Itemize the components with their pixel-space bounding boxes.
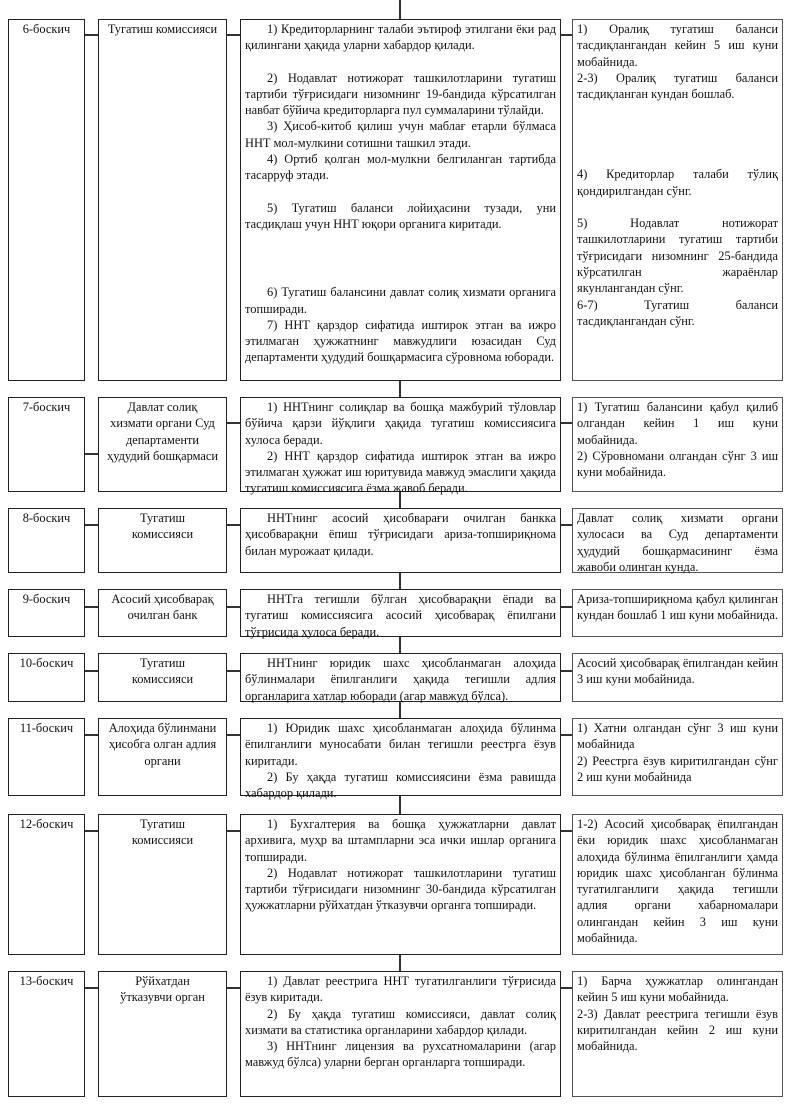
- action-item: 1) ННТнинг солиқлар ва бошқа мажбурий тўловлар бўйича қарзи йўқлиги ҳақида тугатиш комиссиясига хулоса беради.: [245, 400, 556, 447]
- spacer: [577, 102, 778, 166]
- connector: [227, 606, 240, 608]
- stage-actor: Давлат солиқ хизмати органи Суд департаменти ҳудудий бошқармаси: [98, 397, 227, 492]
- stage-actions: [240, 971, 561, 1097]
- action-item: ННТнинг асосий ҳисобварағи очилган банкка ҳисобварақни ёпиш тўғрисидаги ариза-топшириқнома билан мурожаат қилади.: [245, 511, 556, 558]
- stage-label: 10-боскич: [8, 653, 85, 702]
- action-item: 1) Юридик шахс ҳисобланмаган алоҳида бўлинма ёпилганлиги муносабати билан тегишли реестрга ёзув киритади.: [245, 721, 556, 768]
- stage-deadlines: [572, 718, 783, 796]
- action-item: 1) Бухгалтерия ва бошқа ҳужжатларни давлат архивига, муҳр ва штампларни эса ички ишлар органига топширади.: [245, 817, 556, 864]
- stage-actions: [240, 589, 561, 637]
- stage-actor: Тугатиш комиссияси: [98, 653, 227, 702]
- action-item: 2) Нодавлат нотижорат ташкилотларини тугатиш тартиби тўғрисидаги низомнинг 19-бандида кўрсатилган навбат бўйича кредиторларга пул суммаларини тўлайди.: [245, 70, 556, 118]
- action-item: 3) Ҳисоб-китоб қилиш учун маблағ етарли бўлмаса ННТ мол-мулкини сотишни ташкил этади.: [245, 119, 556, 150]
- connector: [561, 670, 572, 672]
- connector-top: [399, 0, 401, 19]
- connector: [85, 453, 98, 455]
- stage-actions: [240, 653, 561, 702]
- stage-actor: Тугатиш комиссияси: [98, 508, 227, 573]
- deadline-item: 4) Кредиторлар талаби тўлиқ қондирилгандан сўнг.: [577, 167, 778, 198]
- connector: [561, 524, 572, 526]
- deadline-item: Ариза-топшириқнома қабул қилинган кундан бошлаб 1 иш куни мобайнида.: [577, 592, 778, 623]
- stage-actions: [240, 814, 561, 955]
- spacer: [577, 199, 778, 215]
- deadline-item: 2) Реестрга ёзув киритилгандан сўнг 2 иш куни мобайнида: [577, 753, 778, 784]
- deadline-item: 1-2) Асосий ҳисобварақ ёпилгандан ёки юридик шахс ҳисобланмаган алоҳида бўлинма ёпилганлиги ҳамда юридик шахс ҳисобланган бўлинма тугатилганлиги ҳақида тегишли адлия органи хабарномалари олингандан кейин 3 иш куни мобайнида.: [577, 817, 778, 946]
- action-item: 1) Давлат реестрига ННТ тугатилганлиги тўғрисида ёзув киритади.: [245, 974, 556, 1005]
- connector-10-11: [399, 702, 401, 718]
- connector: [227, 670, 240, 672]
- connector: [227, 422, 240, 424]
- stage-deadlines: [572, 971, 783, 1097]
- action-item: 2) Бу ҳақда тугатиш комиссиясини ёзма равишда хабардор қилади.: [245, 769, 556, 801]
- stage-deadlines: [572, 508, 783, 573]
- stage-actor: Асосий ҳисобварақ очилган банк: [98, 589, 227, 637]
- stage-actor: Тугатиш комиссияси: [98, 19, 227, 381]
- connector: [561, 830, 572, 832]
- action-item: 2) ННТ қарздор сифатида иштирок этган ва ижро этилмаган ҳужжат иш юритувида мавжуд эмаслиги ҳақида тугатиш комиссиясига ёзма жавоб беради.: [245, 448, 556, 496]
- deadline-item: 1) Хатни олгандан сўнг 3 иш куни мобайнида: [577, 721, 778, 752]
- stage-label: 11-боскич: [8, 718, 85, 796]
- stage-label: 13-боскич: [8, 971, 85, 1097]
- stage-actions: [240, 19, 561, 381]
- deadline-item: 1) Барча ҳужжатлар олингандан кейин 5 иш куни мобайнида.: [577, 974, 778, 1005]
- deadline-item: 2) Сўровномани олгандан сўнг 3 иш куни мобайнида.: [577, 448, 778, 480]
- stage-deadlines: [572, 589, 783, 637]
- deadline-item: 6-7) Тугатиш баланси тасдиқлангандан сўнг.: [577, 297, 778, 328]
- stage-deadlines: [572, 814, 783, 955]
- connector: [85, 34, 98, 36]
- deadline-item: 1) Тугатиш балансини қабул қилиб олгандан кейин 1 иш куни мобайнида.: [577, 400, 778, 447]
- stage-label: 7-боскич: [8, 397, 85, 492]
- spacer: [245, 184, 556, 200]
- connector: [227, 34, 240, 36]
- connector: [85, 606, 98, 608]
- stage-actor: Алоҳида бўлинмани ҳисобга олган адлия органи: [98, 718, 227, 796]
- stage-deadlines: [572, 653, 783, 702]
- stage-label: 6-боскич: [8, 19, 85, 381]
- deadline-item: 2-3) Давлат реестрига тегишли ёзув киритилгандан кейин 2 иш куни мобайнида.: [577, 1006, 778, 1054]
- connector: [85, 524, 98, 526]
- connector: [227, 734, 240, 736]
- connector-6-7: [399, 381, 401, 397]
- action-item: 4) Ортиб қолган мол-мулкни белгиланган тартибда тасарруф этади.: [245, 152, 556, 183]
- stage-deadlines: [572, 397, 783, 492]
- action-item: 7) ННТ қарздор сифатида иштирок этган ва ижро этилмаган ҳужжатнинг мавжудлиги юзасидан Суд департаменти ҳудудий бошқармасига сўровнома юборади.: [245, 317, 556, 365]
- connector: [85, 830, 98, 832]
- spacer: [245, 54, 556, 70]
- connector: [561, 987, 572, 989]
- stage-actor: Тугатиш комиссияси: [98, 814, 227, 955]
- stage-label: 9-боскич: [8, 589, 85, 637]
- connector: [227, 830, 240, 832]
- action-item: ННТнинг юридик шахс ҳисобланмаган алоҳида бўлинмалари ёпилганлиги ҳақида тегишли адлия органларига хатлар юборади (агар мавжуд бўлса).: [245, 656, 556, 703]
- connector: [561, 34, 572, 36]
- action-item: 6) Тугатиш балансини давлат солиқ хизмати органига топширади.: [245, 285, 556, 316]
- deadline-item: Давлат солиқ хизмати органи хулосаси ва Суд департаменти ҳудудий бошқармасининг ёзма жавоби олинган кунда.: [577, 511, 778, 574]
- stage-actions: [240, 508, 561, 573]
- connector: [227, 524, 240, 526]
- deadline-item: 2-3) Оралиқ тугатиш баланси тасдиқланган кундан бошлаб.: [577, 70, 778, 102]
- connector: [85, 734, 98, 736]
- connector: [561, 734, 572, 736]
- stage-label: 12-боскич: [8, 814, 85, 955]
- connector: [227, 987, 240, 989]
- action-item: 3) ННТнинг лицензия ва рухсатномаларини (агар мавжуд бўлса) уларни берган органларга топширади.: [245, 1039, 556, 1070]
- stage-actions: [240, 397, 561, 496]
- stage-actions: [240, 718, 561, 801]
- connector: [85, 670, 98, 672]
- spacer: [245, 232, 556, 284]
- connector: [561, 606, 572, 608]
- deadline-item: 1) Оралиқ тугатиш баланси тасдиқлангандан кейин 5 иш куни мобайнида.: [577, 22, 778, 69]
- connector-8-9: [399, 573, 401, 589]
- deadline-item: 5) Нодавлат нотижорат ташкилотларини тугатиш тартиби тўғрисидаги низомнинг 25-бандида кўрсатилган жараёнлар якунлангандан сўнг.: [577, 216, 778, 296]
- stage-actor: Рўйхатдан ўтказувчи орган: [98, 971, 227, 1097]
- connector-12-13: [399, 955, 401, 971]
- connector: [561, 422, 572, 424]
- action-item: 1) Кредиторларнинг талаби эътироф этилгани ёки рад қилингани ҳақида уларни хабардор қилади.: [245, 22, 556, 53]
- action-item: 2) Бу ҳақда тугатиш комиссияси, давлат солиқ хизмати ва статистика органларини хабардор қилади.: [245, 1006, 556, 1037]
- action-item: 2) Нодавлат нотижорат ташкилотларини тугатиш тартиби тўғрисидаги низомнинг 30-бандида кўрсатилган ҳужжатларни рўйхатдан ўтказувчи органга топширади.: [245, 865, 556, 913]
- action-item: ННТга тегишли бўлган ҳисобварақни ёпади ва тугатиш комиссиясига асосий ҳисобварақ ёпилгани тўғрисида хулоса беради.: [245, 592, 556, 639]
- stage-deadlines: [572, 19, 783, 381]
- stage-label: 8-боскич: [8, 508, 85, 573]
- deadline-item: Асосий ҳисобварақ ёпилгандан кейин 3 иш куни мобайнида.: [577, 656, 778, 687]
- connector: [85, 987, 98, 989]
- action-item: 5) Тугатиш баланси лойиҳасини тузади, уни тасдиқлаш учун ННТ юқори органига киритади.: [245, 200, 556, 231]
